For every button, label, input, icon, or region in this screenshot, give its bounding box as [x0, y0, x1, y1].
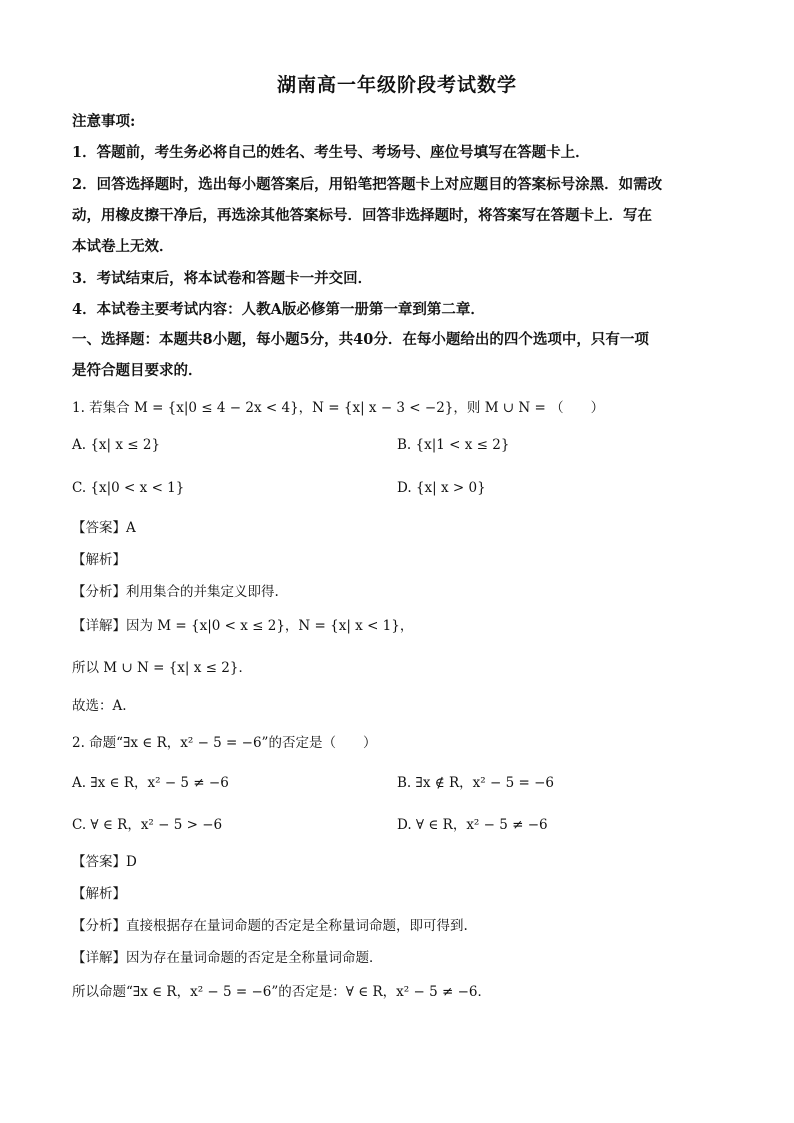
q1-choice: 故选：A. — [72, 698, 127, 714]
notice-item-4: 4．本试卷主要考试内容：人教A版必修第一册第一章到第二章． — [72, 301, 485, 318]
q1-analysis-heading: 【解析】 — [72, 552, 126, 568]
q2-analysis-heading: 【解析】 — [72, 886, 126, 902]
q2-analysis: 【分析】直接根据存在量词命题的否定是全称量词命题，即可得到. — [72, 918, 468, 934]
section-heading-cont: 是符合题目要求的． — [72, 362, 203, 379]
page-title: 湖南高一年级阶段考试数学 — [276, 74, 517, 96]
q2-answer: 【答案】D — [72, 854, 137, 870]
q2-option-a: A. ∃x ∈ R，x² − 5 ≠ −6 — [72, 775, 229, 791]
notice-item-3: 3．考试结束后，将本试卷和答题卡一并交回． — [72, 270, 373, 287]
q1-option-d: D. {x| x > 0} — [397, 480, 486, 496]
notice-item-2-end: 本试卷上无效． — [72, 238, 174, 255]
q1-option-c: C. {x|0 < x < 1} — [72, 480, 185, 496]
notice-item-2-cont: 动，用橡皮擦干净后，再选涂其他答案标号．回答非选择题时，将答案写在答题卡上．写在 — [72, 207, 652, 224]
q1-conclusion: 所以 M ∪ N = {x| x ≤ 2}． — [72, 660, 252, 676]
q1-option-a: A. {x| x ≤ 2} — [72, 437, 161, 453]
question-2-stem: 2. 命题“∃x ∈ R，x² − 5 = −6”的否定是（ ） — [72, 735, 377, 751]
notice-heading: 注意事项: — [72, 113, 136, 130]
q2-option-c: C. ∀ ∈ R，x² − 5 > −6 — [72, 817, 223, 833]
q1-answer: 【答案】A — [72, 520, 136, 536]
q2-option-b: B. ∃x ∉ R，x² − 5 = −6 — [397, 775, 554, 791]
q1-analysis: 【分析】利用集合的并集定义即得. — [72, 584, 279, 600]
notice-item-2: 2．回答选择题时，选出每小题答案后，用铅笔把答题卡上对应题目的答案标号涂黑．如需改 — [72, 176, 663, 193]
q2-conclusion: 所以命题“∃x ∈ R，x² − 5 = −6”的否定是：∀ ∈ R，x² − 5 ≠ −6． — [72, 984, 491, 1000]
q2-detail: 【详解】因为存在量词命题的否定是全称量词命题． — [72, 950, 383, 966]
notice-item-1: 1．答题前，考生务必将自己的姓名、考生号、考场号、座位号填写在答题卡上． — [72, 144, 590, 161]
q1-detail: 【详解】因为 M = {x|0 < x ≤ 2}，N = {x| x < 1}， — [72, 618, 414, 634]
q2-option-d: D. ∀ ∈ R，x² − 5 ≠ −6 — [397, 817, 548, 833]
q1-option-b: B. {x|1 < x ≤ 2} — [397, 437, 510, 453]
question-1-stem: 1. 若集合 M = {x|0 ≤ 4 − 2x < 4}，N = {x| x − 3 < −2}，则 M ∪ N = （ ） — [72, 400, 605, 416]
section-heading: 一、选择题：本题共8小题，每小题5分，共40分．在每小题给出的四个选项中，只有一项 — [72, 331, 649, 348]
